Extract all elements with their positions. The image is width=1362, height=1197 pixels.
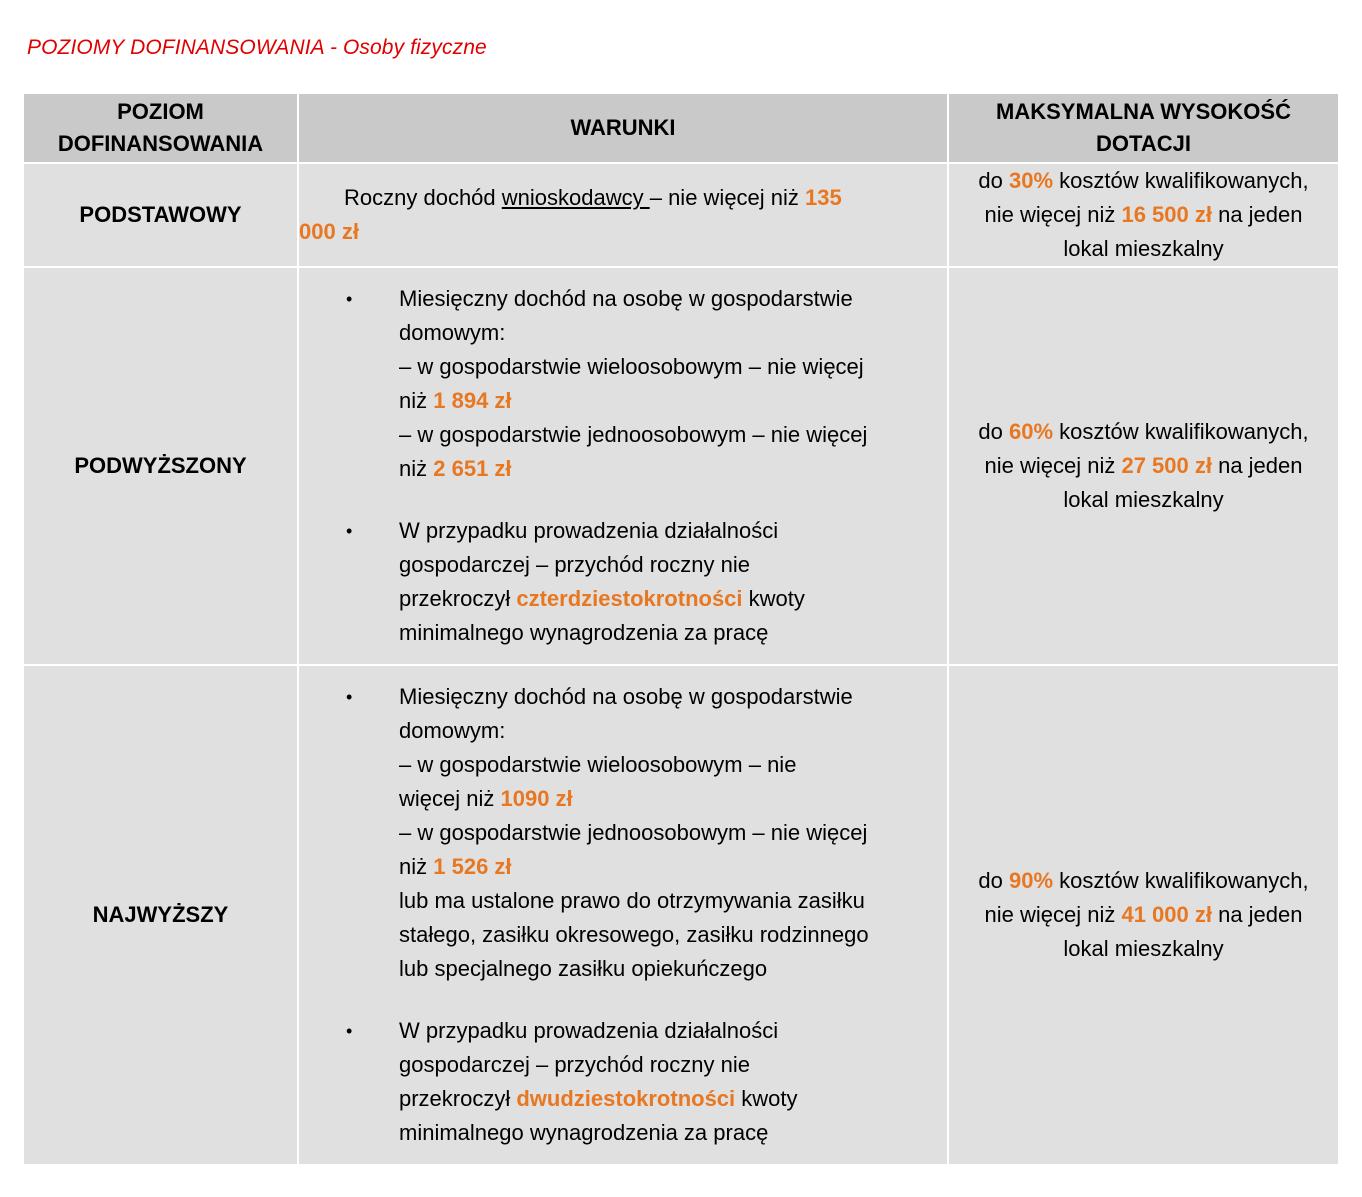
header-max-line1: MAKSYMALNA WYSOKOŚĆ (996, 99, 1291, 124)
header-level-line1: POZIOM (117, 99, 204, 124)
conditions-list (299, 282, 947, 650)
level-label: NAJWYŻSZY (23, 665, 298, 1165)
list-item: • Miesięczny dochód na osobę w gospodarstwie domowym: – w gospodarstwie wieloosobowym – nie więcej niż 1090 zł – w gospodarstwie jednoosobowym – nie więcej niż 1 526 zł lub ma ustalone prawo do otrzymywania zasiłku stałego, zasiłku okresowego, zasiłku rodzinnego lub specjalnego zasiłku opiekuńczego (299, 680, 947, 986)
income-limit: 2 651 zł (433, 456, 512, 481)
max-grant-cell: do 30% kosztów kwalifikowanych, nie więcej niż 16 500 zł na jeden lokal mieszkalny (948, 163, 1339, 267)
bullet-icon: • (346, 521, 353, 541)
conditions-list (299, 680, 947, 1150)
header-max-line2: DOTACJI (1096, 131, 1191, 156)
max-grant-cell: do 60% kosztów kwalifikowanych, nie więcej niż 27 500 zł na jeden lokal mieszkalny (948, 267, 1339, 665)
table-row-increased (23, 267, 1339, 665)
grant-amount: 27 500 zł (1121, 453, 1212, 478)
max-grant-cell: do 90% kosztów kwalifikowanych, nie więcej niż 41 000 zł na jeden lokal mieszkalny (948, 665, 1339, 1165)
level-label: PODWYŻSZONY (23, 267, 298, 665)
bullet-icon: • (346, 289, 353, 309)
bullet-icon: • (346, 1021, 353, 1041)
list-item: • Miesięczny dochód na osobę w gospodarstwie domowym: – w gospodarstwie wieloosobowym – nie więcej niż 1 894 zł – w gospodarstwie jednoosobowym – nie więcej niż 2 651 zł (299, 282, 947, 486)
funding-levels-table (22, 92, 1340, 1166)
list-item: • W przypadku prowadzenia działalności gospodarczej – przychód roczny nie przekroczył czterdziestokrotności kwoty minimalnego wynagrodzenia za pracę (299, 514, 947, 650)
grant-amount: 16 500 zł (1121, 202, 1212, 227)
bullet-icon: • (346, 687, 353, 707)
table-row-highest (23, 665, 1339, 1165)
underlined-term: wnioskodawcy (501, 185, 650, 210)
revenue-multiplier: czterdziestokrotności (516, 586, 743, 611)
conditions-cell (298, 267, 948, 665)
income-limit: 1090 zł (500, 786, 573, 811)
conditions-cell (298, 163, 948, 267)
income-limit: 1 526 zł (433, 854, 512, 879)
header-level-line2: DOFINANSOWANIA (57, 131, 264, 156)
grant-percent: 90% (1009, 868, 1054, 893)
level-label: PODSTAWOWY (23, 163, 298, 267)
table-header-row (23, 93, 1339, 163)
header-level (23, 93, 298, 163)
income-limit: 135 (805, 185, 842, 210)
conditions-cell (298, 665, 948, 1165)
table-row-basic (23, 163, 1339, 267)
grant-amount: 41 000 zł (1121, 902, 1212, 927)
page-title: POZIOMY DOFINANSOWANIA - Osoby fizyczne (27, 36, 487, 59)
income-limit: 1 894 zł (433, 388, 512, 413)
income-limit-cont: 000 zł (299, 219, 359, 244)
grant-percent: 60% (1009, 419, 1054, 444)
header-max-grant (948, 93, 1339, 163)
grant-percent: 30% (1009, 168, 1054, 193)
header-conditions: WARUNKI (298, 93, 948, 163)
revenue-multiplier: dwudziestokrotności (516, 1086, 736, 1111)
condition-line: Roczny dochód wnioskodawcy – nie więcej niż 135 (344, 185, 842, 210)
list-item: • W przypadku prowadzenia działalności gospodarczej – przychód roczny nie przekroczył dwudziestokrotności kwoty minimalnego wynagrodzenia za pracę (299, 1014, 947, 1150)
